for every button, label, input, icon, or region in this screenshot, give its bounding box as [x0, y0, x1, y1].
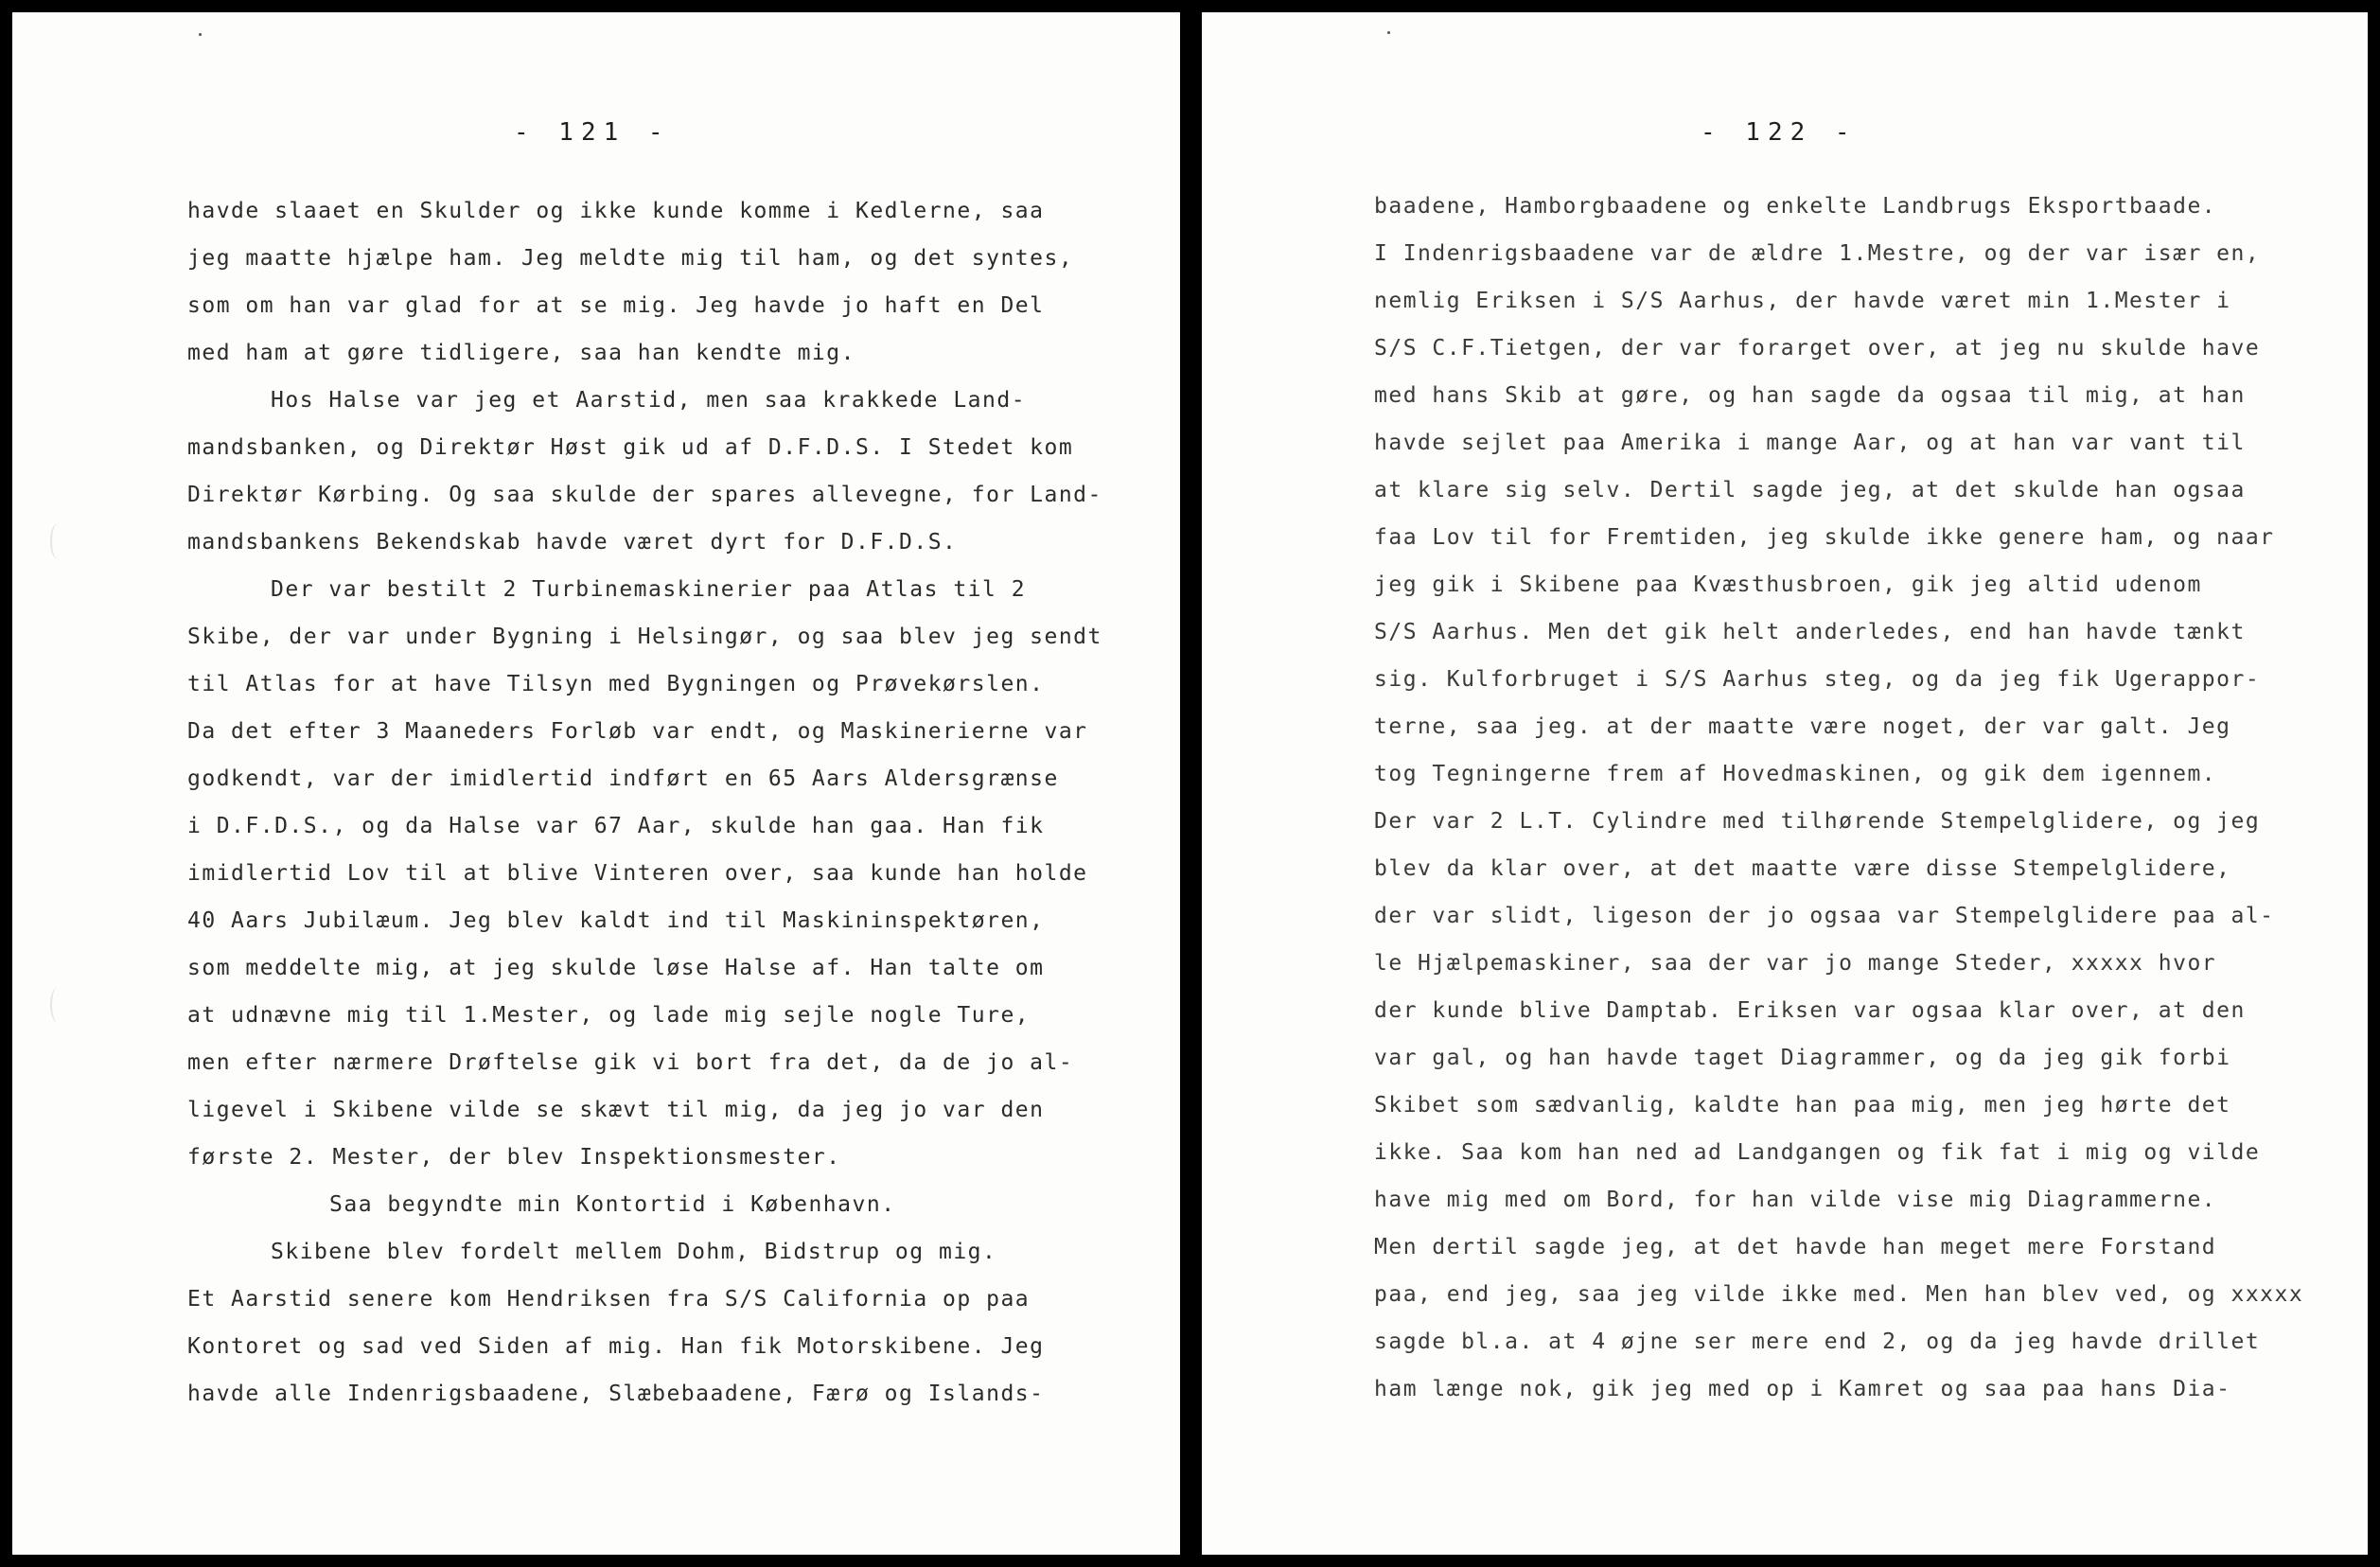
text-line: Men dertil sagde jeg, at det havde han meget mere Forstand: [1374, 1235, 2217, 1259]
text-line: I Indenrigsbaadene var de ældre 1.Mestre, og der var især en,: [1374, 241, 2261, 266]
text-line: blev da klar over, at det maatte være disse Stempelglidere,: [1374, 856, 2231, 881]
text-line: i D.F.D.S., og da Halse var 67 Aar, skulde han gaa. Han fik: [187, 814, 1045, 838]
text-line: sagde bl.a. at 4 øjne ser mere end 2, og da jeg havde drillet: [1374, 1329, 2261, 1354]
page-body-text: [187, 187, 1102, 1417]
text-line: første 2. Mester, der blev Inspektionsmester.: [187, 1145, 841, 1170]
binding-mark: [50, 987, 65, 1023]
text-line: Hos Halse var jeg et Aarstid, men saa krakkede Land-: [271, 388, 1027, 413]
text-line: Skibene blev fordelt mellem Dohm, Bidstrup og mig.: [271, 1240, 997, 1264]
text-line: havde alle Indenrigsbaadene, Slæbebaadene, Færø og Islands-: [187, 1382, 1045, 1406]
text-line: 40 Aars Jubilæum. Jeg blev kaldt ind til Maskininspektøren,: [187, 908, 1045, 933]
text-line: paa, end jeg, saa jeg vilde ikke med. Men han blev ved, og xxxxx: [1374, 1282, 2304, 1307]
text-line: som meddelte mig, at jeg skulde løse Halse af. Han talte om: [187, 956, 1045, 980]
right-page: [1202, 12, 2368, 1555]
page-body-text: [1374, 183, 2303, 1413]
left-page: [12, 12, 1180, 1555]
text-line: S/S Aarhus. Men det gik helt anderledes, end han havde tænkt: [1374, 620, 2246, 644]
text-line: tog Tegningerne frem af Hovedmaskinen, og gik dem igennem.: [1374, 762, 2217, 786]
text-line: mandsbanken, og Direktør Høst gik ud af D.F.D.S. I Stedet kom: [187, 435, 1074, 460]
text-line: havde sejlet paa Amerika i mange Aar, og at han var vant til: [1374, 431, 2246, 455]
text-line: men efter nærmere Drøftelse gik vi bort fra det, da de jo al-: [187, 1050, 1074, 1075]
speck: [199, 33, 202, 36]
text-line: le Hjælpemaskiner, saa der var jo mange Steder, xxxxx hvor: [1374, 951, 2217, 976]
binding-mark: [50, 523, 65, 559]
text-line: havde slaaet en Skulder og ikke kunde komme i Kedlerne, saa: [187, 199, 1045, 223]
text-line: Der var bestilt 2 Turbinemaskinerier paa Atlas til 2: [271, 577, 1027, 602]
text-line: ham længe nok, gik jeg med op i Kamret og saa paa hans Dia-: [1374, 1377, 2231, 1401]
text-line: faa Lov til for Fremtiden, jeg skulde ikke genere ham, og naar: [1374, 525, 2275, 550]
page-number: - 121 -: [514, 118, 671, 147]
text-line: Direktør Kørbing. Og saa skulde der spares allevegne, for Land-: [187, 483, 1102, 507]
text-line: Der var 2 L.T. Cylindre med tilhørende Stempelglidere, og jeg: [1374, 809, 2261, 834]
text-line: mandsbankens Bekendskab havde været dyrt for D.F.D.S.: [187, 530, 958, 555]
text-line: baadene, Hamborgbaadene og enkelte Landbrugs Eksportbaade.: [1374, 194, 2217, 219]
text-line: Kontoret og sad ved Siden af mig. Han fik Motorskibene. Jeg: [187, 1334, 1045, 1359]
text-line: at udnævne mig til 1.Mester, og lade mig sejle nogle Ture,: [187, 1003, 1031, 1028]
text-line: var gal, og han havde taget Diagrammer, og da jeg gik forbi: [1374, 1046, 2231, 1070]
text-line: med hans Skib at gøre, og han sagde da ogsaa til mig, at han: [1374, 383, 2246, 408]
text-line: sig. Kulforbruget i S/S Aarhus steg, og da jeg fik Ugerappor-: [1374, 667, 2261, 692]
text-line: godkendt, var der imidlertid indført en 65 Aars Aldersgrænse: [187, 766, 1059, 791]
text-line: Da det efter 3 Maaneders Forløb var endt, og Maskinerierne var: [187, 719, 1088, 744]
text-line: der var slidt, ligeson der jo ogsaa var Stempelglidere paa al-: [1374, 904, 2275, 928]
text-line: S/S C.F.Tietgen, der var forarget over, at jeg nu skulde have: [1374, 336, 2261, 361]
text-line: nemlig Eriksen i S/S Aarhus, der havde været min 1.Mester i: [1374, 289, 2231, 313]
page-number: - 122 -: [1701, 118, 1858, 147]
text-line: Skibe, der var under Bygning i Helsingør, og saa blev jeg sendt: [187, 625, 1102, 649]
text-line: som om han var glad for at se mig. Jeg havde jo haft en Del: [187, 293, 1045, 318]
text-line: der kunde blive Damptab. Eriksen var ogsaa klar over, at den: [1374, 998, 2246, 1023]
text-line: ligevel i Skibene vilde se skævt til mig, da jeg jo var den: [187, 1098, 1045, 1122]
text-line: Skibet som sædvanlig, kaldte han paa mig, men jeg hørte det: [1374, 1093, 2231, 1118]
text-line: med ham at gøre tidligere, saa han kendte mig.: [187, 341, 855, 365]
text-line: til Atlas for at have Tilsyn med Bygningen og Prøvekørslen.: [187, 672, 1045, 696]
text-line: jeg maatte hjælpe ham. Jeg meldte mig til ham, og det syntes,: [187, 246, 1074, 271]
text-line: imidlertid Lov til at blive Vinteren over, saa kunde han holde: [187, 861, 1088, 886]
text-line: at klare sig selv. Dertil sagde jeg, at det skulde han ogsaa: [1374, 478, 2246, 502]
text-line: Saa begyndte min Kontortid i København.: [329, 1192, 896, 1217]
text-line: terne, saa jeg. at der maatte være noget, der var galt. Jeg: [1374, 714, 2231, 739]
text-line: jeg gik i Skibene paa Kvæsthusbroen, gik jeg altid udenom: [1374, 572, 2202, 597]
text-line: have mig med om Bord, for han vilde vise mig Diagrammerne.: [1374, 1188, 2217, 1212]
text-line: Et Aarstid senere kom Hendriksen fra S/S California op paa: [187, 1287, 1031, 1312]
speck: [1387, 31, 1390, 34]
text-line: ikke. Saa kom han ned ad Landgangen og fik fat i mig og vilde: [1374, 1140, 2261, 1165]
